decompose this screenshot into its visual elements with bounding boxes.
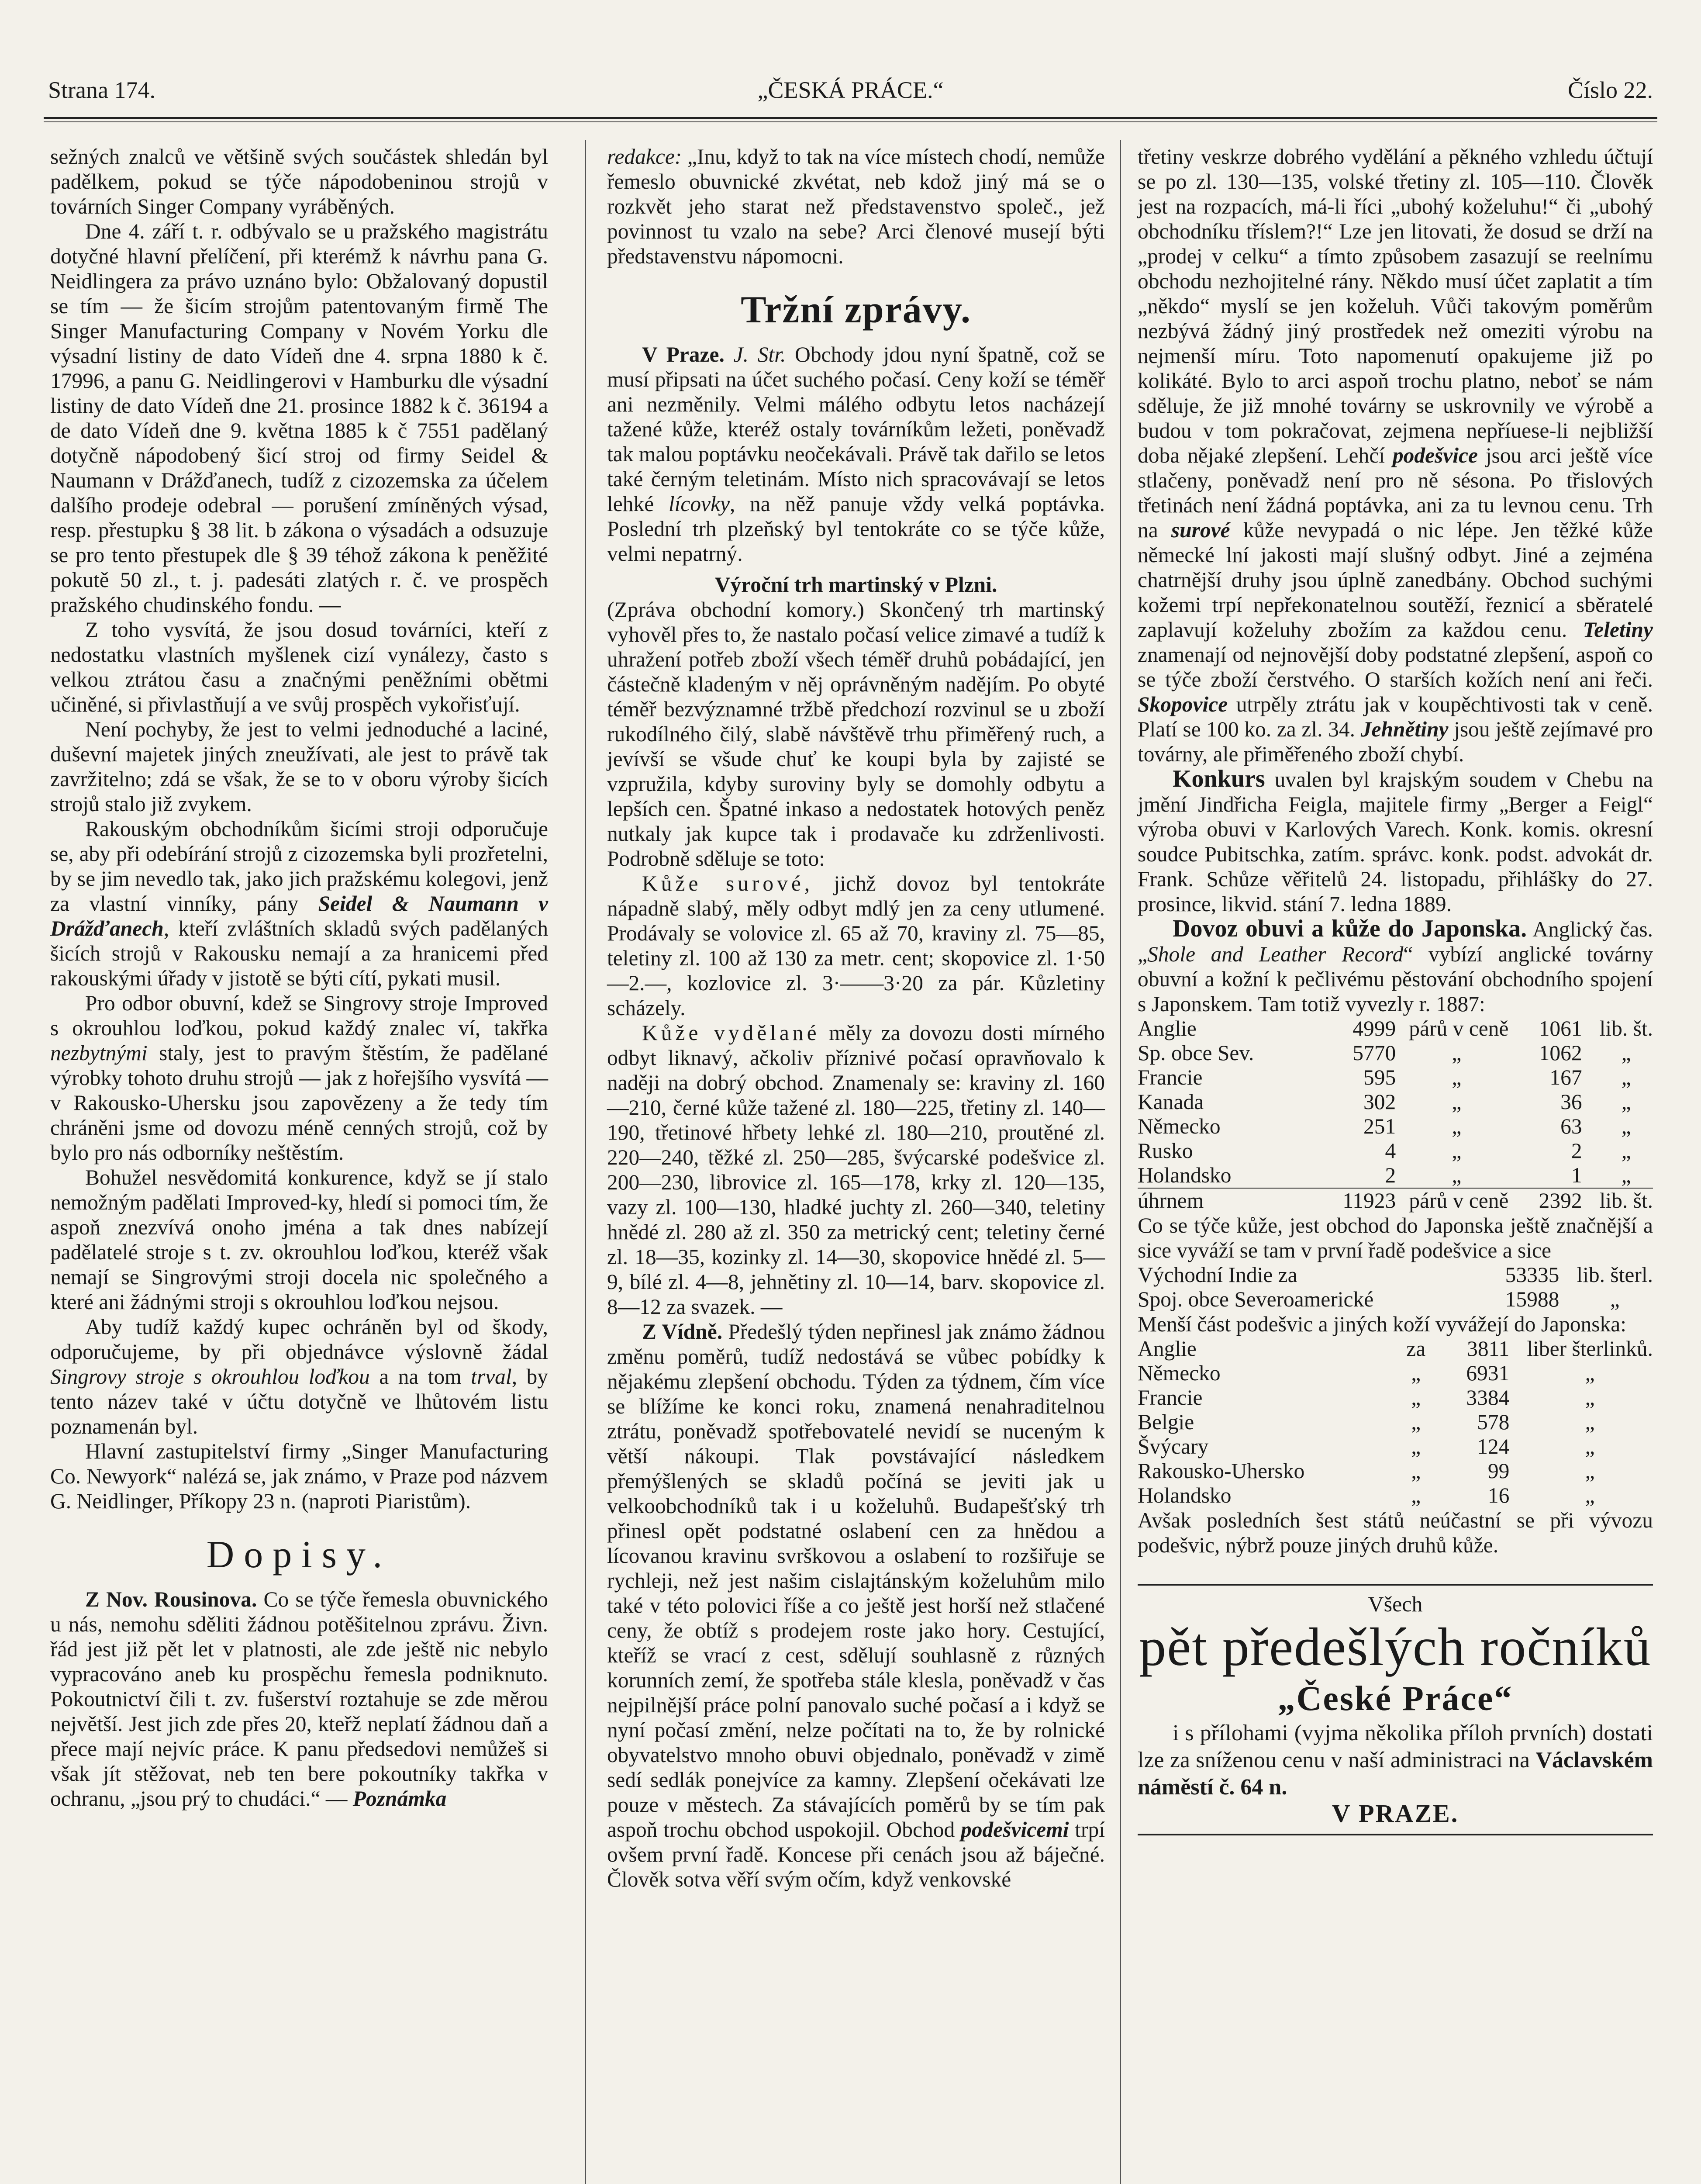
currency-cell: „ [1621,1090,1631,1114]
country-cell: Holandsko [1138,1163,1232,1187]
subheading-plzen: Výroční trh martinský v Plzni. [714,573,997,597]
emphasis: podešvicemi [961,1818,1069,1842]
prefix-cell: „ [1411,1483,1421,1507]
country-cell: Anglie [1138,1337,1197,1361]
paragraph: sežných znalců ve většině svých součástek shledán byl padělkem, pokud se týče nápodobeninou strojů v továrních Singer Company vyráběných. [50,145,548,218]
currency-cell: „ [1585,1386,1595,1410]
paragraph [50,991,548,1165]
text-run: , na něž panuje vždy velká poptávka. Poslední trh plzeňský byl tentokráte co se týče kůže, velmi nepatrný. [607,492,1105,566]
text-run: Předešlý týden nepřinesl jak známo žádnou změnu poměrů, tudíž nedostává se vůbec pobídky k nějakému zlepšení obchodu. Týden za týdnem, čím více se blížíme ke konci roku, znamená nenahraditelnou ztrátu, poněvadž spotřebovatelé nevidí se nuceným k větší nákoupi. Tlak povstávající následkem přemýšlených se skladů počíná se jeviti jak u velkoobchodníků tak i u koželuhů. Budapešťský trh přinesl opět podstatné oslabení cen za hnědou a lícovanou kravinu svrškovou a oslabení to rozšiřuje se rychleji, než jest našim cislajtánským koželuhům milo také v této polovici říše a co ještě jest horší než stlačené ceny, že obtíž s prodejem roste jako hory. Cestující, kteříž se vrací z cest, sdělují souhlasně z různých korunních zemí, že spotřeba stále klesla, poněvadž v čas nejpilnější práce polní panovalo suché počasí a i když se nyní počasí změní, nelze počítati na to, že by rolnické obyvatelstvo mnoho obuvi objednalo, poněvadž v zimě sedí sedlák ponejvíce za kamny. Zlepšení očekávati lze pouze v městech. Za stávajících poměrů by se tím pak aspoň trochu obchod uspokojil. Obchod [607,1320,1105,1842]
country-cell: Francie [1138,1065,1203,1089]
konkurs-heading: Konkurs [1173,765,1265,792]
value-cell: 2 [1571,1139,1582,1163]
unit-cell: „ [1452,1065,1462,1089]
text-run: třetiny veskrze dobrého vydělání a pěkného vzhledu účtují se po zl. 130—135, volské třetiny zl. 105—110. Člověk jest na rozpacích, má-li říci „ubohý koželuhu!“ či „ubohý obchodníku tříslem?!“ Lze jen litovati, že dosud se drží na „prodej v celku“ a tímto způsobem zasazují se reelnímu obchodu nezhojitelné rány. Někdo musí účet zaplatit a tím „někdo“ myslí se jen koželuh. Vůči takovým poměrům nezbývá žádný jiný prostředek než omeziti výrobu na nejmenší míru. Toto napomenutí opakujeme již po kolikáté. Bylo to arci aspoň trochu platno, neboť se nám sděluje, že již mnohé továrny se uskrovnily ve výrobě a budou v tom pokračovat, zejmena nepříuese-li nejbližší doba nějaké zlepšení. Lehčí [1138,145,1653,467]
currency-cell: „ [1621,1114,1631,1138]
text-run: kůže nevypadá o nic lépe. Jen těžké kůže německé lní jakosti mají slušný odbyt. Jiné a zejména chatrnější druhy jsou úplně zanedbány. Obchod suchými kožemi trpí nepřekonatelnou soutěží, řeznicí a sběratelé zaplavují koželuhy zbožím za každou cenu. [1138,518,1653,642]
value-cell: 16 [1487,1483,1510,1507]
issue-number: Číslo 22. [1567,77,1653,103]
value-cell: 63 [1560,1114,1582,1138]
paragraph: Avšak posledních šest států neúčastní se při vývozu podešvic, nýbrž pouze jiných druhů kůže. [1138,1508,1653,1557]
unit-cell: „ [1452,1090,1462,1114]
paragraph [607,1319,1105,1892]
country-cell: Sp. obce Sev. [1138,1041,1254,1065]
country-cell: Rusko [1138,1139,1193,1163]
header-rule-thin [44,121,1657,122]
export-table-1887 [1138,1016,1653,1213]
emphasis: nezbytnými [50,1041,148,1065]
pairs-cell: 4 [1385,1139,1396,1163]
table-row [1138,1287,1653,1312]
paragraph [50,816,548,991]
country-cell: Rakousko-Uhersko [1138,1459,1305,1483]
value-cell: 1062 [1539,1041,1582,1065]
text-run: měly za dovozu dosti mírného odbyt liknavý, ačkoliv příznivé počasí opravňovalo k naději na dobrý obchod. Znamenaly se: kraviny zl. 160—210, černé kůže tažené zl. 180—225, třetiny zl. 140—190, třetinové hřbety lehké zl. 180—210, proutěné zl. 220—240, těžké zl. 250—285, švýcarské podešvice zl. 200—230, librovice zl. 165—178, krky zl. 120—135, vazy zl. 100—130, hladké juchty zl. 260—340, teletiny hnědé zl. 280 až zl. 350 za metrický cent; teletiny černé zl. 18—35, kozinky zl. 14—30, skopovice hnědé zl. 5—9, bílé zl. 4—8, jehnětiny zl. 10—14, barv. skopovice zl. 8—12 za svazek. — [607,1021,1105,1319]
value-cell: 36 [1560,1090,1582,1114]
emphasis: Singrovy stroje s okrouhlou loďkou [50,1365,370,1389]
paragraph: Co se týče kůže, jest obchod do Japonska ještě značnější a sice vyváží se tam v první řadě podešvice a sice [1138,1213,1653,1262]
section-title-dopisy: Dopisy. [206,1534,392,1576]
paragraph [607,144,1105,269]
table-row [1138,1016,1653,1041]
table-row [1138,1410,1653,1434]
column-divider-2 [1120,140,1121,2184]
table-row [1138,1163,1653,1188]
journal-name: Shole and Leather Record [1147,942,1404,966]
table-row [1138,1114,1653,1139]
text-run: , kteří zvláštních skladů svých padělaných šicích strojů v Rakousku nemají a za hranicemi před rakouskými úřady v jistotě se býti cítí, pykati musil. [50,916,548,990]
table-row [1138,1361,1653,1386]
text-run: jsou ještě zejímavé pro továrny, ale přiměřeného zboží chybí. [1138,717,1653,766]
value-cell: 3384 [1466,1386,1510,1410]
ad-address: Václavském náměstí č. 64 n. [1138,1748,1653,1800]
paragraph [50,1314,548,1439]
emphasis: Jehnětiny [1360,717,1449,741]
text-run: , by tento název také v účtu dotyčně ve lhůtovém listu poznamenán byl. [50,1365,548,1438]
currency-cell: „ [1621,1139,1631,1163]
paragraph: Menší část podešvic a jiných koží vyvážejí do Japonska: [1138,1312,1626,1336]
prefix-cell: za [1406,1337,1426,1361]
text-run: „Inu, když to tak na více místech chodí, nemůže řemeslo obuvnické zkvétat, neb kdož jiný má se o rozkvět jeho starat než představenstvo společ., jež povinnost tu vzalo na sebe? Arci členové musejí býti představenstvu nápomocni. [607,145,1105,268]
value-cell: 1061 [1539,1016,1582,1040]
country-cell: Belgie [1138,1410,1194,1434]
currency-cell: lib. št. [1599,1016,1653,1040]
currency-cell: liber šterlinků. [1527,1337,1653,1361]
currency-cell: „ [1585,1361,1595,1385]
country-cell: Německo [1138,1361,1221,1385]
country-cell: Holandsko [1138,1483,1232,1507]
text-run: trpí ovšem první řadě. Koncese při cenách jsou až báječné. Člověk sotva věří svým očím, když venkovské [607,1818,1105,1891]
text-run: Pro odbor obuvní, kdež se Singrovy stroje Improved s okrouhlou loďkou, pokud každý znalec ví, takřka [50,991,548,1040]
value-cell: 2392 [1508,1188,1599,1213]
paragraph [1138,767,1653,916]
ad-city: V PRAZE. [1332,1799,1459,1828]
paragraph: (Zpráva obchodní komory.) Skončený trh martinský vyhověl přes to, že nastalo počasí velice zimavé a tudíž k uhražení potřeb zboží všech téměř druhů pobádající, jen částečně kladeným v něj oprávněným nadějím. Po obyté téměř bezvýznamné tržbě předchozí rozvinul se u zboží rukodílného čilý, slabě návštěvě trhu přiměřený ruch, a jevívší se všude chuť ke koupi byla by zajisté se vzpružila, kdyby suroviny byly se domohly odbytu a lepších cen. Špatné inkaso a nedostatek hotových peněz nutkaly jak kupce tak i prodavače ku zdrženlivosti. Podrobně sděluje se toto: [607,598,1105,871]
emphasis: surové [1171,518,1230,542]
dateline: Z Nov. Rousinova. [85,1587,257,1611]
emphasis: Teletiny [1583,618,1653,642]
emphasis: Poznámka [352,1787,447,1811]
text-run: uvalen byl krajským soudem v Chebu na jmění Jindřicha Feigla, majitele firmy „Berger a Feigl“ výroba obuvi v Karlových Varech. Konk. komis. okresní soudce Pubitschka, zatím. správc. konk. podst. advokát dr. Frank. Schůze věřitelů 24. listopadu, přihlášky do 27. prosince, likvid. stání 7. ledna 1889. [1138,767,1653,916]
paragraph [607,1020,1105,1319]
paragraph [607,871,1105,1020]
ad-text [1138,1720,1653,1801]
country-cell: Východní Indie za [1138,1263,1297,1287]
value-cell: 167 [1549,1065,1582,1089]
column-2 [607,144,1105,1892]
prefix-cell: „ [1411,1459,1421,1483]
page-header [48,76,1653,116]
text-run: znamenají od nejnovější doby podstatné zlepšení, aspoň co se týče zboží čerstvého. O starších kožích není ani řeči. [1138,643,1653,691]
paragraph [50,1587,548,1811]
text-run: staly, jest to pravým štěstím, že padělané výrobky tohoto druhu strojů — jak z hořejšího vysvítá — v Rakousko-Uhersku jsou zapovězeny a že tedy tím chráněni jsme od dovozu méně cenných strojů, což by bylo pro nás odborníky neštěstím. [50,1041,548,1165]
country-cell: Anglie [1138,1016,1197,1040]
ad-intro: Všech [1368,1592,1423,1616]
currency-cell: „ [1610,1287,1620,1311]
unit-cell: „ [1452,1139,1462,1163]
leather-export-table [1138,1263,1653,1312]
emphasis: lícovky [668,492,730,516]
text-run: Anglický čas. „ [1138,917,1653,966]
ad-periodical-name: „České Práce“ [1277,1679,1513,1718]
value-cell: 3811 [1467,1337,1510,1361]
country-cell: Spoj. obce Severoamerické [1138,1287,1374,1311]
unit-cell: „ [1452,1041,1462,1065]
table-row [1138,1041,1653,1065]
unit-cell: „ [1452,1163,1462,1187]
emphasis: redakce: [607,145,682,169]
value-cell: 1 [1571,1163,1582,1187]
ad-headline: pět předešlých ročníků [1139,1617,1652,1677]
unit-cell: „ [1452,1114,1462,1138]
currency-cell: „ [1621,1041,1631,1065]
page-number: Strana 174. [48,77,155,103]
sum-label-cell: úhrnem [1138,1188,1312,1213]
table-row [1138,1434,1653,1459]
emphasis: Skopovice [1138,692,1228,716]
paragraph: Bohužel nesvědomitá konkurence, když se jí stalo nemožným padělati Improved-ky, hledí si pomoci tím, že aspoň znezvívá onoho jména a tak dnes nabízejí padělatelé stroje s t. zv. okrouhlou loďkou, kteréž však nemají se Singrovými stroji docela nic společného a které ani žádnými stroji s okrouhlou loďkou nejsou. [50,1165,548,1314]
value-cell: 53335 [1505,1263,1560,1287]
value-cell: 124 [1477,1434,1510,1458]
paragraph: Není pochyby, že jest to velmi jednoduché a laciné, duševní majetek jiných zneužívati, ale jest to právě tak zavržitelno; zdá se však, že se to v oboru výroby šicích strojů stalo již zvykem. [50,717,548,816]
column-3 [1138,144,1653,1835]
spaced-label: Kůže surové, [642,871,814,895]
minor-export-table [1138,1337,1653,1508]
text-run: Co se týče řemesla obuvnického u nás, nemohu sděliti žádnou potěšitelnou zprávu. Živn. řád jest již pět let v platnosti, ale zde ještě nic nebylo vypracováno aneb ku prospěchu řemesla podniknuto. Pokoutnictví čili t. zv. fušerství roztahuje se zde měrou největší. Jest jich zde přes 20, kteřž neplatí žádnou daň a přece mají nejvíc práce. K panu předsedovi nemůžeš si však jít stěžovat, neb ten bere pokoutníky takřka v ochranu, „jsou prý to chudáci.“ — [50,1587,548,1811]
currency-cell: „ [1585,1410,1595,1434]
unit-cell: párů v ceně [1404,1188,1508,1213]
paragraph [607,342,1105,566]
spaced-label: Kůže vydělané [642,1021,820,1045]
prefix-cell: „ [1411,1434,1421,1458]
table-row [1138,1065,1653,1090]
value-cell: 15988 [1505,1287,1560,1311]
currency-cell: „ [1585,1434,1595,1458]
column-1 [50,144,548,1811]
value-cell: 6931 [1466,1361,1510,1385]
country-cell: Francie [1138,1386,1203,1410]
advertisement [1138,1584,1653,1835]
pairs-cell: 251 [1363,1114,1396,1138]
paragraph [1138,916,1653,1016]
currency-cell: lib. št. [1599,1189,1653,1213]
japan-heading: Dovoz obuvi a kůže do Japonska. [1173,915,1527,942]
pairs-cell: 5770 [1353,1041,1396,1065]
emphasis: podešvice [1392,443,1478,467]
header-rule [44,117,1657,119]
periodical-title: „ČESKÁ PRÁCE.“ [757,77,944,103]
prefix-cell: „ [1411,1386,1421,1410]
paragraph: Hlavní zastupitelství firmy „Singer Manufacturing Co. Newyork“ nalézá se, jak známo, v Praze pod názvem G. Neidlinger, Příkopy 23 n. (naproti Piaristům). [50,1439,548,1513]
text-run: i s přílohami (vyjma několika příloh prvních) dostati lze za sníženou cenu v naší administraci na [1138,1721,1653,1773]
text-run: Rakouským obchodníkům šicími stroji odporučuje se, aby při odebírání strojů z cizozemska byli prozřetelni, by se jim nevedlo tak, jako jich pražskému kolegovi, jenž za vlastní vinníky, pány [50,817,548,916]
table-row [1138,1139,1653,1163]
prefix-cell: „ [1411,1361,1421,1385]
table-row [1138,1337,1653,1361]
paragraph: Dne 4. září t. r. odbývalo se u pražského magistrátu dotyčné hlavní přelíčení, při kterémž k návrhu pana G. Neidlingera za právo uznáno bylo: Obžalovaný dopustil se tím — že šicím strojům patentovaným firmě The Singer Manufacturing Company v Novém Yorku dle výsadní listiny de dato Vídeň dne 4. srpna 1880 k č. 17996, a panu G. Neidlingerovi v Hamburku dle výsadní listiny de dato Vídeň dne 21. prosince 1882 k č. 36194 a de dato Vídeň dne 9. května 1885 k č 7551 padělaný dotyčně nápodobený šicí stroj od firmy Seidel & Naumann v Drážďanech, tudíž z cizozemska za účelem dalšího prodeje odebral — porušení zmíněných výsad, resp. přestupku § 38 lit. b zákona o výsadách a odsuzuje se pro tento přestupek dle § 39 téhož zákona k peněžité pokutě 50 zl., t. j. padesáti zlatých r. č. ve prospěch pražského chudinského fondu. — [50,219,548,617]
section-title-trzni-zpravy: Tržní zprávy. [741,289,971,331]
value-cell: 99 [1487,1459,1510,1483]
text-run: utrpěly ztrátu jak v koupěchtivosti tak v ceně. Platí se 100 ko. za zl. 34. [1138,692,1653,741]
text-run: a na tom [369,1365,471,1389]
pairs-cell: 302 [1363,1090,1396,1114]
dateline: Z Vídně. [642,1320,723,1344]
table-row [1138,1459,1653,1483]
table-row [1138,1483,1653,1508]
currency-cell: „ [1621,1065,1631,1089]
pairs-cell: 11923 [1312,1188,1405,1213]
text-run: Aby tudíž každý kupec ochráněn byl od škody, odporučujeme, by při objednávce výslovně žádal [50,1315,548,1364]
currency-cell: „ [1621,1163,1631,1187]
unit-cell: párů v ceně [1409,1016,1509,1040]
currency-cell: „ [1585,1459,1595,1483]
dateline: V Praze. [642,342,725,366]
country-cell: Švýcary [1138,1434,1209,1458]
text-run: jsou arci ještě více stlačeny, poněvadž není pro ně sésona. Po třislových třetinách není žádná poptávka, ani za tu levnou cenu. Trh na [1138,443,1653,542]
currency-cell: lib. šterl. [1577,1263,1653,1287]
pairs-cell: 4999 [1353,1016,1396,1040]
prefix-cell: „ [1411,1410,1421,1434]
text-run: Obchody jdou nyní špatně, což se musí připsati na účet suchého počasí. Ceny koží se téměř ani nezměnily. Velmi málého odbytu letos nacházejí tažené kůže, kteréž ostaly továrníkům ležeti, poněvadž tak malou poptávku neočekávali. Právě tak dařilo se letos také černým teletinám. Místo nich spracovávají se letos lehké [607,342,1105,516]
text-run: jichž dovoz byl tentokráte nápadně slabý, měly odbyt mdlý jen za ceny utlumené. Prodávaly se volovice zl. 65 až 70, kraviny zl. 75—85, teletiny zl. 100 až 130 za metr. cent; skopovice zl. 1·50—2.—, kozlovice zl. 3·——3·20 za pár. Kůzletiny scházely. [607,871,1105,1020]
table-sum-row [1138,1188,1653,1213]
emphasis: trval [471,1365,512,1389]
table-row [1138,1090,1653,1114]
column-divider-1 [585,140,586,2184]
author-signature: J. Str. [733,342,786,366]
value-cell: 578 [1477,1410,1510,1434]
pairs-cell: 2 [1385,1163,1396,1187]
table-row [1138,1263,1653,1287]
text-run: “ vybízí anglické továrny obuvní a kožní k pečlivému pěstování obchodního spojení s Japonskem. Tam totiž vyvezly r. 1887: [1138,942,1653,1016]
country-cell: Kanada [1138,1090,1204,1114]
currency-cell: „ [1585,1483,1595,1507]
paragraph: Z toho vysvítá, že jsou dosud továrníci, kteří z nedostatku vlastních myšlenek cizí vynálezy, často s velkou ztrátou času a značnými peněžními obětmi učiněné, si přivlastňují a ve svůj prospěch vykořisťují. [50,618,548,716]
country-cell: Německo [1138,1114,1221,1138]
table-row [1138,1386,1653,1410]
pairs-cell: 595 [1363,1065,1396,1089]
firm-name: Seidel & Naumann v Drážďanech [50,892,548,940]
paragraph [1138,144,1653,767]
